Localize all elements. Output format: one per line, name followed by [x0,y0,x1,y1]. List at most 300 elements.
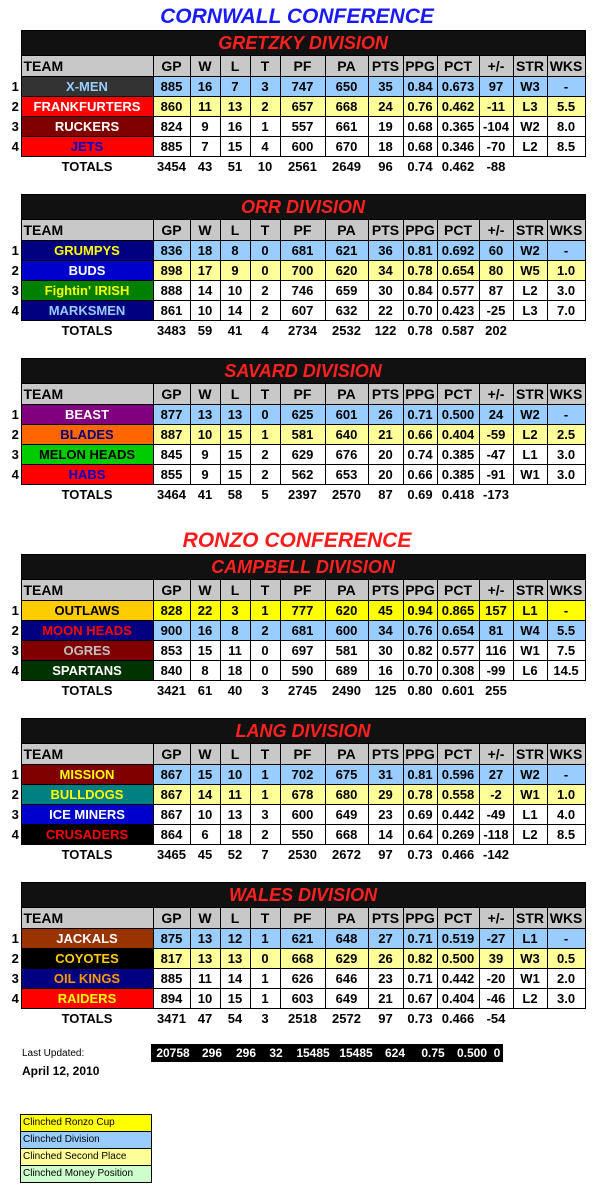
division-title: GRETZKY DIVISION [21,31,585,56]
stat-t: 1 [250,117,280,137]
stat-pf: 746 [280,281,325,301]
stat-pct: 0.269 [437,825,479,845]
stat-str: W2 [513,241,547,261]
stat-gp: 817 [153,949,190,969]
total-t: 5 [250,485,280,505]
team-name[interactable]: JACKALS [21,929,153,949]
column-header[interactable]: TEAM [21,384,153,405]
column-header[interactable]: GP [153,56,190,77]
stat-pa: 659 [325,281,368,301]
column-header[interactable]: STR [513,56,547,77]
column-header[interactable]: T [250,908,280,929]
stat-ppg: 0.64 [403,825,437,845]
stat-gp: 824 [153,117,190,137]
column-header[interactable]: PPG [403,384,437,405]
stat-plus-minus: -59 [479,425,513,445]
column-header[interactable]: PTS [368,220,403,241]
column-header[interactable]: STR [513,908,547,929]
column-header[interactable]: WKS [547,384,585,405]
stat-wks: 2.5 [547,425,585,445]
total-pts: 97 [368,1009,403,1029]
stat-pts: 27 [368,929,403,949]
column-header[interactable]: L [220,580,250,601]
stat-gp: 875 [153,929,190,949]
team-name[interactable]: RAIDERS [21,989,153,1009]
column-header[interactable]: GP [153,384,190,405]
total-ppg: 0.69 [403,485,437,505]
stat-pa: 653 [325,465,368,485]
stat-ppg: 0.81 [403,241,437,261]
stat-wks: - [547,929,585,949]
stat-pct: 0.692 [437,241,479,261]
standings-table [9,30,586,176]
stat-pct: 0.500 [437,949,479,969]
stat-w: 6 [190,825,220,845]
stat-pct: 0.365 [437,117,479,137]
stat-wks: 7.0 [547,301,585,321]
stat-pf: 625 [280,405,325,425]
standings-table [9,194,586,340]
rank-number: 2 [11,427,19,442]
stat-plus-minus: 27 [479,765,513,785]
team-name[interactable]: BLADES [21,425,153,445]
legend-item: Clinched Money Position [21,1166,151,1182]
column-header[interactable]: PPG [403,908,437,929]
stat-w: 9 [190,445,220,465]
column-header[interactable]: TEAM [21,220,153,241]
stat-l: 15 [220,445,250,465]
stat-ppg: 0.78 [403,261,437,281]
stat-pa: 648 [325,929,368,949]
stat-pts: 29 [368,785,403,805]
team-name[interactable]: MELON HEADS [21,445,153,465]
column-header[interactable]: +/- [479,908,513,929]
division-title: WALES DIVISION [21,883,585,908]
team-row [9,929,585,949]
conference-title-ronzo: RONZO CONFERENCE [182,529,412,552]
column-header[interactable]: GP [153,580,190,601]
team-name[interactable]: JETS [21,137,153,157]
stat-l: 14 [220,301,250,321]
stat-pct: 0.577 [437,281,479,301]
column-header[interactable]: PF [280,56,325,77]
column-header[interactable]: L [220,220,250,241]
stat-plus-minus: -49 [479,805,513,825]
stat-gp: 887 [153,425,190,445]
stat-str: L3 [513,301,547,321]
column-header[interactable]: +/- [479,580,513,601]
team-row [9,661,585,681]
stat-ppg: 0.76 [403,97,437,117]
column-header[interactable]: PA [325,744,368,765]
stat-t: 0 [250,949,280,969]
stat-l: 9 [220,261,250,281]
total-plus-minus: 255 [479,681,513,701]
team-name[interactable]: MARKSMEN [21,301,153,321]
total-l: 54 [220,1009,250,1029]
stat-plus-minus: 24 [479,405,513,425]
team-row [9,77,585,97]
total-pa: 2649 [325,157,368,177]
stat-pts: 21 [368,425,403,445]
team-name[interactable]: SPARTANS [21,661,153,681]
team-row [9,405,585,425]
total-l: 58 [220,485,250,505]
total-gp: 3454 [153,157,190,177]
total-gp: 3465 [153,845,190,865]
stat-pct: 0.404 [437,989,479,1009]
column-header[interactable]: PTS [368,580,403,601]
column-header[interactable]: W [190,56,220,77]
rank-number: 3 [11,643,19,658]
stat-wks: 5.5 [547,621,585,641]
stat-w: 13 [190,929,220,949]
column-header[interactable]: L [220,908,250,929]
stat-str: L2 [513,989,547,1009]
team-name[interactable]: MOON HEADS [21,621,153,641]
totals-row [9,681,585,701]
column-header[interactable]: TEAM [21,908,153,929]
stat-ppg: 0.68 [403,117,437,137]
stat-pf: 681 [280,241,325,261]
grand-total-value: 32 [269,1046,283,1060]
grand-total-value: 624 [384,1046,406,1060]
column-header[interactable]: L [220,56,250,77]
stat-ppg: 0.66 [403,465,437,485]
stat-w: 9 [190,117,220,137]
stat-pf: 590 [280,661,325,681]
totals-label: TOTALS [21,1009,153,1029]
column-header[interactable]: PCT [437,384,479,405]
stat-wks: 4.0 [547,805,585,825]
stat-t: 1 [250,785,280,805]
team-row [9,785,585,805]
column-header[interactable]: WKS [547,744,585,765]
team-name[interactable]: X-MEN [21,77,153,97]
stat-pf: 562 [280,465,325,485]
team-row [9,805,585,825]
rank-number: 4 [11,827,19,842]
rank-number: 2 [11,951,19,966]
total-pa: 2572 [325,1009,368,1029]
column-header[interactable]: L [220,384,250,405]
column-header[interactable]: W [190,744,220,765]
stat-str: L1 [513,601,547,621]
team-row [9,969,585,989]
column-header[interactable]: PA [325,908,368,929]
rank-number: 4 [11,467,19,482]
column-header[interactable]: PCT [437,220,479,241]
stat-ppg: 0.74 [403,445,437,465]
stat-plus-minus: -47 [479,445,513,465]
team-name[interactable]: RUCKERS [21,117,153,137]
stat-gp: 894 [153,989,190,1009]
team-name[interactable]: Fightin' IRISH [21,281,153,301]
column-header[interactable]: WKS [547,908,585,929]
team-name[interactable]: OGRES [21,641,153,661]
column-header-row [9,580,585,601]
column-header[interactable]: PA [325,56,368,77]
column-header[interactable]: +/- [479,744,513,765]
stat-pts: 30 [368,281,403,301]
total-pa: 2532 [325,321,368,341]
stat-plus-minus: -118 [479,825,513,845]
stat-pts: 35 [368,77,403,97]
column-header[interactable]: WKS [547,580,585,601]
total-pf: 2734 [280,321,325,341]
column-header-row [9,56,585,77]
column-header[interactable]: GP [153,744,190,765]
team-name[interactable]: FRANKFURTERS [21,97,153,117]
stat-gp: 860 [153,97,190,117]
column-header[interactable]: PA [325,580,368,601]
stat-pf: 777 [280,601,325,621]
total-plus-minus: -173 [479,485,513,505]
column-header[interactable]: WKS [547,56,585,77]
stat-pa: 620 [325,601,368,621]
team-name[interactable]: MISSION [21,765,153,785]
stat-w: 15 [190,765,220,785]
rank-number: 1 [11,931,19,946]
stat-pct: 0.519 [437,929,479,949]
stat-ppg: 0.69 [403,805,437,825]
rank-number: 4 [11,139,19,154]
column-header[interactable]: T [250,56,280,77]
stat-wks: 2.0 [547,969,585,989]
column-header[interactable]: PPG [403,220,437,241]
stat-pa: 649 [325,989,368,1009]
team-row [9,425,585,445]
stat-pa: 646 [325,969,368,989]
stat-w: 10 [190,989,220,1009]
stat-ppg: 0.84 [403,281,437,301]
stat-wks: 7.5 [547,641,585,661]
column-header[interactable]: +/- [479,220,513,241]
stat-w: 18 [190,241,220,261]
team-row [9,137,585,157]
stat-gp: 840 [153,661,190,681]
total-l: 52 [220,845,250,865]
stat-t: 0 [250,641,280,661]
stat-wks: - [547,601,585,621]
stat-plus-minus: -27 [479,929,513,949]
column-header[interactable]: PPG [403,56,437,77]
team-row [9,601,585,621]
column-header[interactable]: TEAM [21,56,153,77]
rank-number: 2 [11,787,19,802]
stat-pa: 650 [325,77,368,97]
column-header[interactable]: PF [280,384,325,405]
stat-pf: 702 [280,765,325,785]
total-plus-minus: -142 [479,845,513,865]
stat-ppg: 0.76 [403,621,437,641]
stat-ppg: 0.71 [403,929,437,949]
rank-number: 3 [11,971,19,986]
stat-l: 8 [220,621,250,641]
team-name[interactable]: BEAST [21,405,153,425]
stat-pct: 0.462 [437,97,479,117]
stat-pf: 678 [280,785,325,805]
team-name[interactable]: COYOTES [21,949,153,969]
stat-gp: 885 [153,969,190,989]
total-w: 47 [190,1009,220,1029]
total-ppg: 0.80 [403,681,437,701]
column-header[interactable]: L [220,744,250,765]
total-t: 10 [250,157,280,177]
column-header[interactable]: GP [153,220,190,241]
stat-gp: 828 [153,601,190,621]
conference-title-cornwall: CORNWALL CONFERENCE [160,5,434,28]
stat-w: 10 [190,805,220,825]
stat-pct: 0.385 [437,445,479,465]
column-header[interactable]: PA [325,384,368,405]
total-pct: 0.601 [437,681,479,701]
total-pf: 2530 [280,845,325,865]
stat-pf: 607 [280,301,325,321]
column-header[interactable]: W [190,220,220,241]
stat-pf: 697 [280,641,325,661]
stat-wks: 5.5 [547,97,585,117]
stat-plus-minus: -25 [479,301,513,321]
total-w: 45 [190,845,220,865]
stat-ppg: 0.82 [403,949,437,969]
legend-item: Clinched Division [21,1132,151,1149]
stat-ppg: 0.68 [403,137,437,157]
team-name[interactable]: GRUMPYS [21,241,153,261]
column-header[interactable]: STR [513,580,547,601]
stat-pa: 621 [325,241,368,261]
stat-pts: 36 [368,241,403,261]
total-pts: 97 [368,845,403,865]
totals-row [9,1009,585,1029]
stat-str: W2 [513,405,547,425]
division-block [0,194,594,340]
column-header[interactable]: T [250,220,280,241]
column-header[interactable]: PPG [403,744,437,765]
team-name[interactable]: HABS [21,465,153,485]
column-header[interactable]: PCT [437,56,479,77]
column-header[interactable]: PCT [437,744,479,765]
stat-pts: 24 [368,97,403,117]
column-header[interactable]: PCT [437,580,479,601]
column-header[interactable]: PTS [368,384,403,405]
stat-pf: 603 [280,989,325,1009]
stat-str: W1 [513,465,547,485]
rank-number: 2 [11,623,19,638]
column-header[interactable]: PTS [368,744,403,765]
team-name[interactable]: ICE MINERS [21,805,153,825]
column-header[interactable]: +/- [479,384,513,405]
stat-pts: 34 [368,261,403,281]
column-header[interactable]: GP [153,908,190,929]
column-header[interactable]: TEAM [21,580,153,601]
column-header[interactable]: WKS [547,220,585,241]
stat-wks: 0.5 [547,949,585,969]
stat-plus-minus: 157 [479,601,513,621]
column-header[interactable]: +/- [479,56,513,77]
column-header[interactable]: PTS [368,908,403,929]
column-header[interactable]: W [190,384,220,405]
column-header[interactable]: W [190,908,220,929]
column-header[interactable]: PTS [368,56,403,77]
stat-l: 11 [220,785,250,805]
stat-plus-minus: -46 [479,989,513,1009]
stat-pct: 0.577 [437,641,479,661]
column-header[interactable]: PA [325,220,368,241]
stat-pct: 0.654 [437,621,479,641]
stat-wks: - [547,765,585,785]
stat-pf: 668 [280,949,325,969]
total-pf: 2397 [280,485,325,505]
stat-l: 13 [220,805,250,825]
column-header[interactable]: TEAM [21,744,153,765]
team-name[interactable]: CRUSADERS [21,825,153,845]
stat-gp: 867 [153,805,190,825]
column-header[interactable]: T [250,744,280,765]
column-header[interactable]: T [250,580,280,601]
stat-pts: 18 [368,137,403,157]
stat-l: 10 [220,281,250,301]
column-header-row [9,744,585,765]
stat-gp: 898 [153,261,190,281]
stat-str: L3 [513,97,547,117]
rank-number: 1 [11,79,19,94]
team-name[interactable]: OUTLAWS [21,601,153,621]
column-header[interactable]: PCT [437,908,479,929]
team-row [9,445,585,465]
stat-str: L2 [513,825,547,845]
column-header[interactable]: T [250,384,280,405]
stat-pts: 23 [368,969,403,989]
grand-total-value: 15485 [296,1046,330,1060]
total-w: 59 [190,321,220,341]
stat-w: 10 [190,425,220,445]
grand-total-value: 0 [493,1046,501,1060]
stat-pts: 19 [368,117,403,137]
rank-number: 1 [11,407,19,422]
team-name[interactable]: OIL KINGS [21,969,153,989]
stat-t: 3 [250,805,280,825]
stat-l: 12 [220,929,250,949]
grand-total-value: 296 [201,1046,223,1060]
total-ppg: 0.74 [403,157,437,177]
column-header[interactable]: STR [513,744,547,765]
stat-gp: 885 [153,77,190,97]
totals-row [9,845,585,865]
stat-pa: 668 [325,97,368,117]
stat-w: 11 [190,969,220,989]
column-header[interactable]: W [190,580,220,601]
column-header[interactable]: PPG [403,580,437,601]
stat-pct: 0.346 [437,137,479,157]
column-header[interactable]: PF [280,580,325,601]
stat-pct: 0.865 [437,601,479,621]
column-header[interactable]: PF [280,908,325,929]
stat-pts: 21 [368,989,403,1009]
column-header[interactable]: STR [513,220,547,241]
stat-wks: - [547,241,585,261]
team-name[interactable]: BUDS [21,261,153,281]
stat-plus-minus: 39 [479,949,513,969]
column-header[interactable]: PF [280,744,325,765]
stat-pct: 0.442 [437,969,479,989]
team-name[interactable]: BULLDOGS [21,785,153,805]
total-ppg: 0.73 [403,1009,437,1029]
stat-plus-minus: 87 [479,281,513,301]
stat-str: W4 [513,621,547,641]
column-header[interactable]: PF [280,220,325,241]
column-header[interactable]: STR [513,384,547,405]
